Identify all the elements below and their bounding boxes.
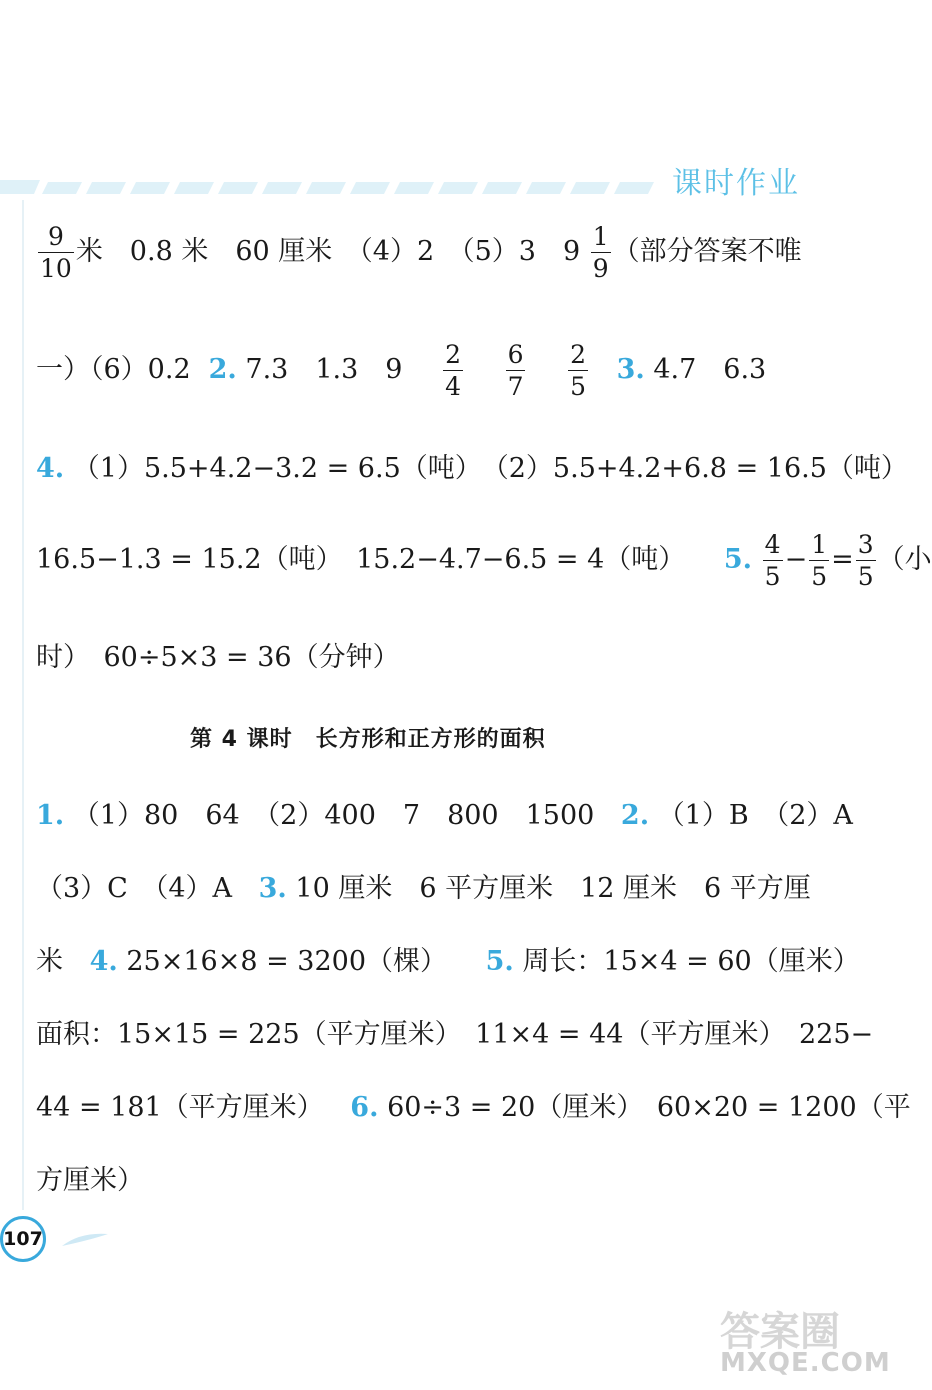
answer-line-6: 1. （1）80 64 （2）400 7 800 1500 2. （1）B （2）A — [36, 800, 853, 831]
answer-line-5: 时） 60÷5×3 = 36（分钟） — [36, 642, 400, 673]
page-number-badge: 107 — [0, 1216, 46, 1262]
fraction: $\frac{9}{10}$ — [40, 222, 72, 283]
answer-line-10: 44 = 181（平方厘米） 6. 60÷3 = 20（厘米） 60×20 = 1200（平 — [36, 1092, 911, 1123]
fraction: $\frac{4}{5}$ — [764, 530, 781, 591]
page-swoosh-decoration — [60, 1228, 110, 1250]
question-number: 5. — [723, 544, 753, 575]
answer-line-4: 16.5−1.3 = 15.2（吨） 15.2−4.7−6.5 = 4（吨） 5. $\frac{4}{5}$ − $\frac{1}{5}$ = $\frac{3}{5}$ （小 — [36, 530, 932, 591]
fraction: $\frac{1}{9}$ — [592, 222, 609, 283]
watermark-logo: 答案圈 — [720, 1309, 840, 1355]
question-number: 4. — [36, 453, 65, 484]
margin-line — [22, 200, 24, 1210]
answer-line-1: $\frac{9}{10}$ 米 0.8 米 60 厘米 （4）2 （5）3 9 $\frac{1}{9}$ （部分答案不唯 — [40, 222, 802, 283]
question-number: 3. — [616, 354, 645, 385]
answer-line-3: 4. （1）5.5+4.2−3.2 = 6.5（吨） （2）5.5+4.2+6.8 = 16.5（吨） — [36, 453, 908, 484]
fraction: $\frac{2}{4}$ — [445, 340, 461, 401]
answer-line-9: 面积：15×15 = 225（平方厘米） 11×4 = 44（平方厘米） 225− — [36, 1019, 874, 1050]
header-decoration — [0, 176, 680, 198]
question-number: 5. — [485, 946, 514, 977]
fraction: $\frac{3}{5}$ — [857, 530, 874, 591]
answer-line-8: 米 4. 25×16×8 = 3200（棵） 5. 周长：15×4 = 60（厘米） — [36, 946, 860, 977]
fraction: $\frac{1}{5}$ — [811, 530, 828, 591]
question-number: 2. — [208, 354, 237, 385]
question-number: 6. — [350, 1092, 379, 1123]
question-number: 3. — [258, 873, 287, 904]
question-number: 4. — [89, 946, 118, 977]
section-title: 第 4 课时 长方形和正方形的面积 — [190, 727, 546, 752]
answer-line-7: （3）C （4）A 3. 10 厘米 6 平方厘米 12 厘米 6 平方厘 — [36, 873, 811, 904]
watermark-url: MXQE.COM — [720, 1348, 891, 1378]
brand-title: 课时作业 — [672, 166, 800, 201]
question-number: 2. — [620, 800, 650, 831]
answer-line-11: 方厘米） — [36, 1165, 144, 1196]
fraction: $\frac{6}{7}$ — [507, 340, 524, 401]
fraction: $\frac{2}{5}$ — [570, 340, 586, 401]
question-number: 1. — [36, 800, 65, 831]
answer-line-2: 一）（6）0.2 2. 7.3 1.3 9 $\frac{2}{4}$ $\frac{6}{7}$ $\frac{2}{5}$ 3. 4.7 6.3 — [36, 340, 767, 401]
